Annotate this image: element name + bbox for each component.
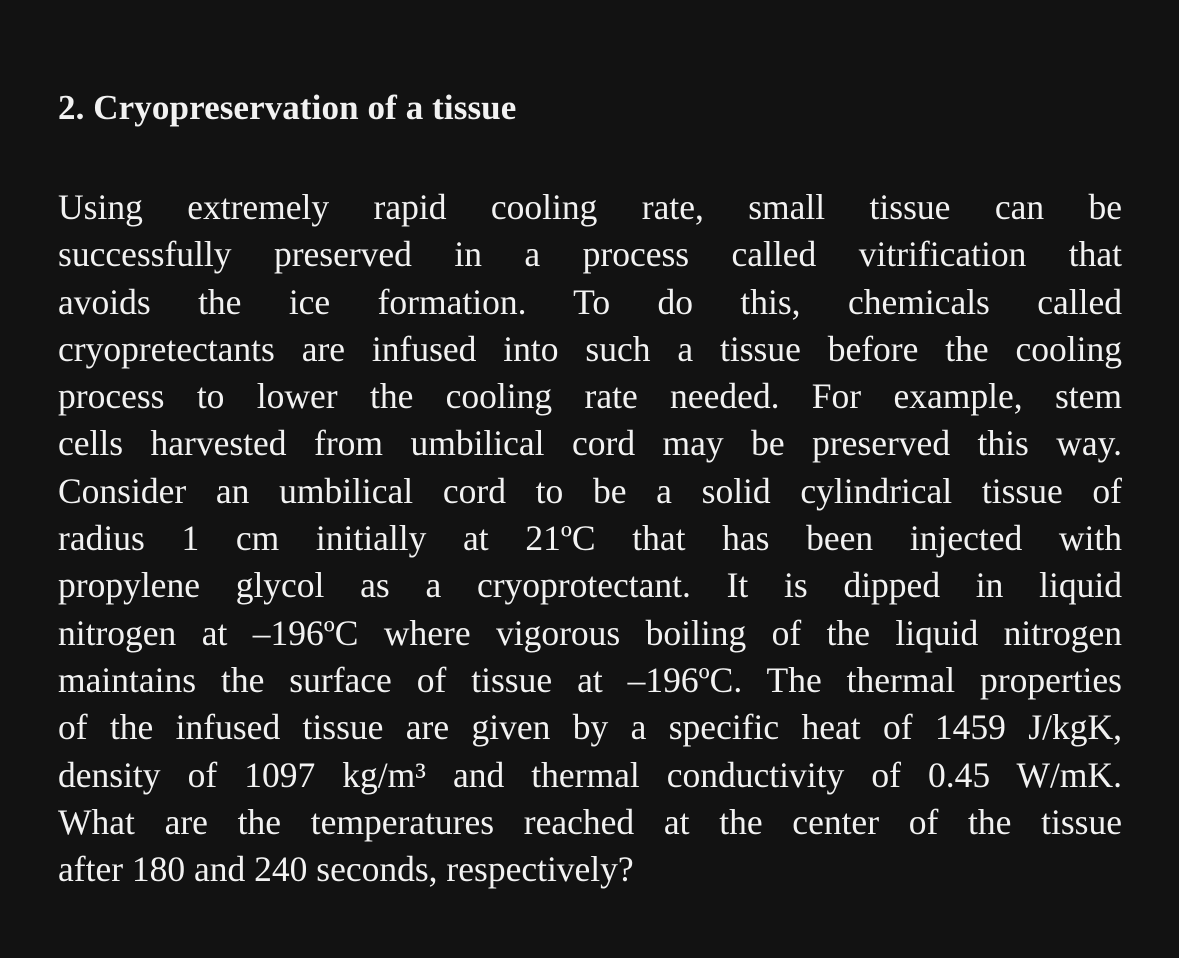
- paragraph-line: process to lower the cooling rate needed. For example, stem: [58, 376, 1122, 417]
- paragraph-line: successfully preserved in a process called vitrification that: [58, 234, 1122, 275]
- paragraph-line: avoids the ice formation. To do this, chemicals called: [58, 281, 1122, 322]
- paragraph-line: maintains the surface of tissue at –196ºC. The thermal properties: [58, 659, 1122, 700]
- problem-paragraph: [58, 184, 1122, 893]
- paragraph-line: cryopretectants are infused into such a tissue before the cooling: [58, 328, 1122, 369]
- paragraph-line: Consider an umbilical cord to be a solid cylindrical tissue of: [58, 470, 1122, 511]
- paragraph-line: nitrogen at –196ºC where vigorous boiling of the liquid nitrogen: [58, 612, 1122, 653]
- problem-heading: 2. Cryopreservation of a tissue: [58, 88, 517, 127]
- paragraph-line: propylene glycol as a cryoprotectant. It is dipped in liquid: [58, 565, 1122, 606]
- paragraph-line: radius 1 cm initially at 21ºC that has been injected with: [58, 518, 1122, 559]
- paragraph-line: cells harvested from umbilical cord may be preserved this way.: [58, 423, 1122, 464]
- paragraph-line: What are the temperatures reached at the center of the tissue: [58, 801, 1122, 842]
- paragraph-line: after 180 and 240 seconds, respectively?: [58, 849, 634, 890]
- paragraph-line: density of 1097 kg/m³ and thermal conductivity of 0.45 W/mK.: [58, 754, 1122, 795]
- paragraph-line: of the infused tissue are given by a specific heat of 1459 J/kgK,: [58, 707, 1122, 748]
- paragraph-line: Using extremely rapid cooling rate, small tissue can be: [58, 187, 1122, 227]
